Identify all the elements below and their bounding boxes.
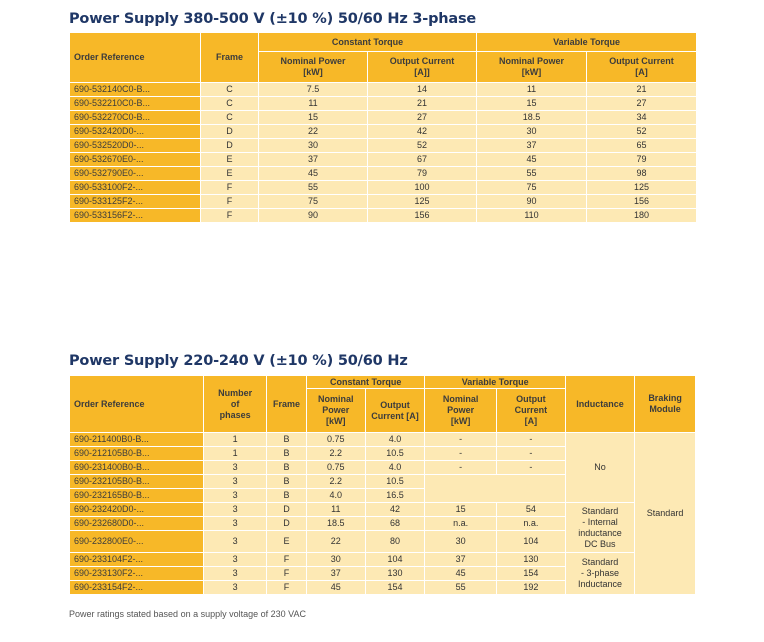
- order-reference-cell: 690-211400B0-B...: [70, 433, 204, 447]
- order-reference-cell: 690-532140C0-B...: [70, 83, 201, 97]
- order-reference-cell: 690-533156F2-...: [70, 209, 201, 223]
- phases-cell: 3: [204, 553, 267, 567]
- order-reference-cell: 690-532670E0-...: [70, 153, 201, 167]
- ct-power-cell: 11: [259, 97, 368, 111]
- order-reference-cell: 690-532790E0-...: [70, 167, 201, 181]
- ct-power-cell: 90: [259, 209, 368, 223]
- vt-current-cell: 65: [587, 139, 697, 153]
- table-row: [70, 83, 697, 97]
- order-reference-cell: 690-212105B0-B...: [70, 447, 204, 461]
- order-reference-cell: 690-532520D0-...: [70, 139, 201, 153]
- phases-cell: 3: [204, 581, 267, 595]
- ct-current-cell: 42: [365, 503, 425, 517]
- vt-power-cell: 11: [477, 83, 587, 97]
- table-row: [70, 125, 697, 139]
- order-reference-cell: 690-233130F2-...: [70, 567, 204, 581]
- ct-power-cell: 0.75: [306, 433, 365, 447]
- ct-power-cell: 55: [259, 181, 368, 195]
- order-reference-cell: 690-533100F2-...: [70, 181, 201, 195]
- table-row: [70, 553, 696, 567]
- ct-power-cell: 18.5: [306, 517, 365, 531]
- frame-cell: C: [201, 111, 259, 125]
- ct-current-cell: 10.5: [365, 447, 425, 461]
- phases-cell: 3: [204, 517, 267, 531]
- vt-power-cell: 30: [477, 125, 587, 139]
- footnote: Power ratings stated based on a supply voltage of 230 VAC: [69, 609, 306, 619]
- frame-cell: F: [201, 195, 259, 209]
- table-row: [70, 111, 697, 125]
- frame-cell: E: [267, 531, 307, 553]
- ct-power-cell: 22: [306, 531, 365, 553]
- vt-power-cell: -: [425, 433, 496, 447]
- frame-cell: B: [267, 475, 307, 489]
- vt-power-cell: 37: [477, 139, 587, 153]
- frame-cell: D: [267, 503, 307, 517]
- header-ct-output-current: Output Current [A]: [365, 389, 425, 433]
- frame-cell: B: [267, 461, 307, 475]
- vt-current-cell: 125: [587, 181, 697, 195]
- frame-cell: D: [267, 517, 307, 531]
- ct-power-cell: 45: [259, 167, 368, 181]
- vt-current-cell: 54: [496, 503, 565, 517]
- table-row: [70, 153, 697, 167]
- ct-power-cell: 45: [306, 581, 365, 595]
- ct-power-cell: 4.0: [306, 489, 365, 503]
- ct-power-cell: 7.5: [259, 83, 368, 97]
- table2: [69, 375, 696, 595]
- frame-cell: F: [267, 553, 307, 567]
- vt-current-cell: 180: [587, 209, 697, 223]
- table-row: [70, 97, 697, 111]
- ct-power-cell: 11: [306, 503, 365, 517]
- ct-power-cell: 2.2: [306, 447, 365, 461]
- ct-current-cell: 80: [365, 531, 425, 553]
- order-reference-cell: 690-232105B0-B...: [70, 475, 204, 489]
- ct-current-cell: 4.0: [365, 433, 425, 447]
- order-reference-cell: 690-232800E0-...: [70, 531, 204, 553]
- ct-power-cell: 22: [259, 125, 368, 139]
- table2-header: [70, 376, 696, 433]
- vt-current-cell: 34: [587, 111, 697, 125]
- ct-current-cell: 10.5: [365, 475, 425, 489]
- vt-current-cell: 192: [496, 581, 565, 595]
- ct-power-cell: 2.2: [306, 475, 365, 489]
- order-reference-cell: 690-233154F2-...: [70, 581, 204, 595]
- vt-current-cell: 130: [496, 553, 565, 567]
- header-constant-torque: Constant Torque: [259, 33, 477, 52]
- frame-cell: D: [201, 125, 259, 139]
- vt-current-cell: 98: [587, 167, 697, 181]
- vt-current-cell: 52: [587, 125, 697, 139]
- vt-blank-cell: [425, 475, 566, 503]
- frame-cell: C: [201, 97, 259, 111]
- inductance-none-cell: No: [565, 433, 634, 503]
- header-ct-nominal-power: Nominal Power [kW]: [259, 52, 368, 83]
- vt-power-cell: 90: [477, 195, 587, 209]
- ct-current-cell: 52: [368, 139, 477, 153]
- header-number-of-phases: Number of phases: [204, 376, 267, 433]
- vt-power-cell: 110: [477, 209, 587, 223]
- order-reference-cell: 690-532270C0-B...: [70, 111, 201, 125]
- header-inductance: Inductance: [565, 376, 634, 433]
- vt-current-cell: n.a.: [496, 517, 565, 531]
- frame-cell: C: [201, 83, 259, 97]
- table-row: [70, 195, 697, 209]
- vt-power-cell: -: [425, 447, 496, 461]
- frame-cell: F: [267, 567, 307, 581]
- table2-title: Power Supply 220-240 V (±10 %) 50/60 Hz: [69, 353, 408, 369]
- header-vt-output-current: Output Current [A]: [587, 52, 697, 83]
- order-reference-cell: 690-233104F2-...: [70, 553, 204, 567]
- header-braking-module: Braking Module: [635, 376, 696, 433]
- vt-power-cell: 18.5: [477, 111, 587, 125]
- table1-header: [70, 33, 697, 83]
- table-row: [70, 167, 697, 181]
- phases-cell: 3: [204, 531, 267, 553]
- phases-cell: 3: [204, 475, 267, 489]
- ct-current-cell: 21: [368, 97, 477, 111]
- braking-module-cell: Standard: [635, 433, 696, 595]
- order-reference-cell: 690-231400B0-B...: [70, 461, 204, 475]
- vt-current-cell: -: [496, 433, 565, 447]
- header-variable-torque: Variable Torque: [425, 376, 566, 389]
- phases-cell: 1: [204, 433, 267, 447]
- ct-current-cell: 130: [365, 567, 425, 581]
- header-frame: Frame: [267, 376, 307, 433]
- phases-cell: 1: [204, 447, 267, 461]
- header-vt-nominal-power: Nominal Power [kW]: [477, 52, 587, 83]
- order-reference-cell: 690-532420D0-...: [70, 125, 201, 139]
- vt-power-cell: 55: [477, 167, 587, 181]
- frame-cell: F: [201, 209, 259, 223]
- vt-power-cell: 55: [425, 581, 496, 595]
- vt-current-cell: -: [496, 447, 565, 461]
- table-row: [70, 181, 697, 195]
- vt-power-cell: -: [425, 461, 496, 475]
- header-vt-output-current: Output Current [A]: [496, 389, 565, 433]
- vt-current-cell: 21: [587, 83, 697, 97]
- table2-body: [70, 433, 696, 595]
- inductance-internal-cell: Standard - Internal inductance DC Bus: [565, 503, 634, 553]
- table-row: [70, 503, 696, 517]
- vt-current-cell: 104: [496, 531, 565, 553]
- ct-current-cell: 14: [368, 83, 477, 97]
- ct-current-cell: 104: [365, 553, 425, 567]
- vt-power-cell: 45: [477, 153, 587, 167]
- ct-current-cell: 68: [365, 517, 425, 531]
- vt-power-cell: 75: [477, 181, 587, 195]
- order-reference-cell: 690-532210C0-B...: [70, 97, 201, 111]
- table1-title: Power Supply 380-500 V (±10 %) 50/60 Hz 3-phase: [69, 11, 477, 27]
- inductance-3-phase-cell: Standard - 3-phase Inductance: [565, 553, 634, 595]
- vt-power-cell: n.a.: [425, 517, 496, 531]
- header-order-reference: Order Reference: [70, 33, 201, 83]
- table1: [69, 32, 697, 223]
- header-ct-nominal-power: Nominal Power [kW]: [306, 389, 365, 433]
- frame-cell: B: [267, 447, 307, 461]
- header-frame: Frame: [201, 33, 259, 83]
- ct-power-cell: 37: [306, 567, 365, 581]
- order-reference-cell: 690-232420D0-...: [70, 503, 204, 517]
- ct-power-cell: 75: [259, 195, 368, 209]
- header-vt-nominal-power: Nominal Power [kW]: [425, 389, 496, 433]
- vt-current-cell: 27: [587, 97, 697, 111]
- vt-current-cell: 156: [587, 195, 697, 209]
- ct-current-cell: 154: [365, 581, 425, 595]
- header-order-reference: Order Reference: [70, 376, 204, 433]
- ct-power-cell: 0.75: [306, 461, 365, 475]
- order-reference-cell: 690-232680D0-...: [70, 517, 204, 531]
- ct-power-cell: 37: [259, 153, 368, 167]
- ct-current-cell: 16.5: [365, 489, 425, 503]
- header-variable-torque: Variable Torque: [477, 33, 697, 52]
- ct-current-cell: 79: [368, 167, 477, 181]
- vt-current-cell: 79: [587, 153, 697, 167]
- ct-current-cell: 42: [368, 125, 477, 139]
- frame-cell: D: [201, 139, 259, 153]
- ct-power-cell: 30: [306, 553, 365, 567]
- frame-cell: B: [267, 489, 307, 503]
- ct-current-cell: 27: [368, 111, 477, 125]
- table-row: [70, 433, 696, 447]
- phases-cell: 3: [204, 567, 267, 581]
- order-reference-cell: 690-232165B0-B...: [70, 489, 204, 503]
- order-reference-cell: 690-533125F2-...: [70, 195, 201, 209]
- ct-current-cell: 125: [368, 195, 477, 209]
- table-row: [70, 209, 697, 223]
- frame-cell: E: [201, 167, 259, 181]
- ct-power-cell: 30: [259, 139, 368, 153]
- frame-cell: F: [267, 581, 307, 595]
- phases-cell: 3: [204, 489, 267, 503]
- header-constant-torque: Constant Torque: [306, 376, 424, 389]
- header-ct-output-current: Output Current [A]]: [368, 52, 477, 83]
- phases-cell: 3: [204, 461, 267, 475]
- vt-power-cell: 37: [425, 553, 496, 567]
- vt-current-cell: 154: [496, 567, 565, 581]
- vt-current-cell: -: [496, 461, 565, 475]
- ct-power-cell: 15: [259, 111, 368, 125]
- vt-power-cell: 15: [477, 97, 587, 111]
- ct-current-cell: 4.0: [365, 461, 425, 475]
- vt-power-cell: 30: [425, 531, 496, 553]
- table1-body: [70, 83, 697, 223]
- ct-current-cell: 100: [368, 181, 477, 195]
- ct-current-cell: 156: [368, 209, 477, 223]
- vt-power-cell: 15: [425, 503, 496, 517]
- phases-cell: 3: [204, 503, 267, 517]
- table-row: [70, 139, 697, 153]
- frame-cell: B: [267, 433, 307, 447]
- ct-current-cell: 67: [368, 153, 477, 167]
- vt-power-cell: 45: [425, 567, 496, 581]
- frame-cell: F: [201, 181, 259, 195]
- frame-cell: E: [201, 153, 259, 167]
